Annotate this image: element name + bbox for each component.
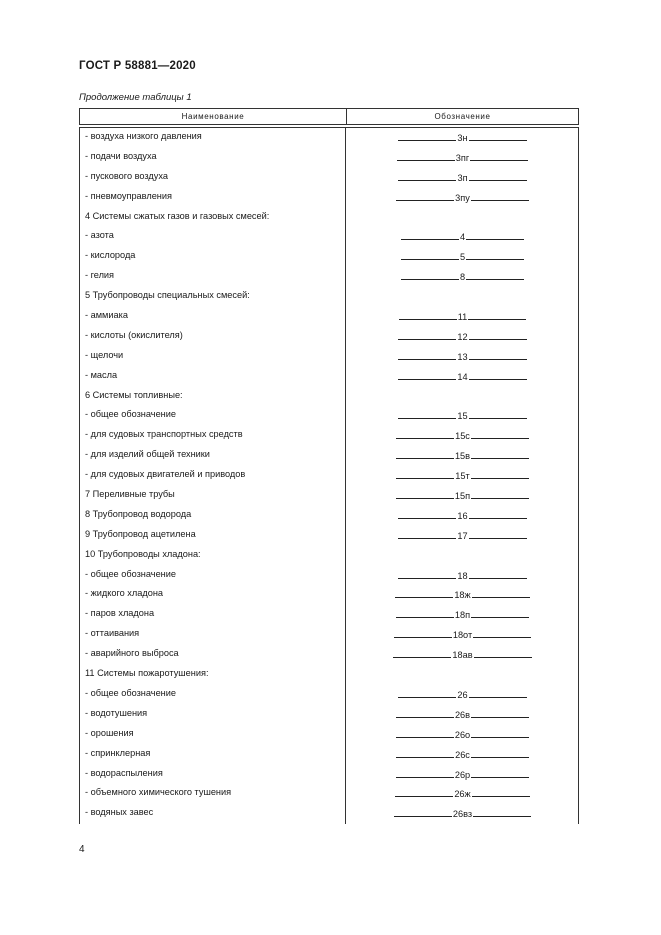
row-name: - аммиака [85,310,128,321]
row-name: - азота [85,230,114,241]
pipe-line-left [398,171,456,181]
pipe-line-left [398,688,456,698]
row-name: - общее обозначение [85,687,176,698]
table-row [79,784,579,804]
row-designation [346,569,579,581]
row-name: 10 Трубопроводы хладона: [85,548,201,559]
pipe-line-left [396,728,454,738]
row-designation [346,449,579,461]
row-name: 9 Трубопровод ацетилена [85,528,196,539]
pipe-line-left [398,370,456,380]
table-row [79,645,579,665]
row-name: - пускового воздуха [85,170,168,181]
designation-code: 26 [457,689,468,700]
designation-code: 26вз [452,809,473,820]
row-name: 4 Системы сжатых газов и газовых смесей: [85,210,270,221]
table-row [79,506,579,526]
designation-code: 26с [455,749,470,760]
pipe-line-left [401,230,459,240]
pipe-line-right [469,350,527,360]
pipe-line-left [394,628,452,638]
row-designation [346,230,579,242]
pipe-line-left [398,509,456,519]
pipe-line-right [469,171,527,181]
pipe-line-right [469,509,527,519]
table-row [79,188,579,208]
designation-code: 15п [454,491,471,502]
pipe-line-left [398,350,456,360]
designation-code: 15с [455,431,470,442]
pipe-line-right [471,708,529,718]
pipe-line-right [471,429,529,439]
pipe-line-left [395,787,453,797]
row-name: - паров хладона [85,608,155,619]
column-header-name: Наименование [181,112,245,121]
pipe-line-right [474,648,532,658]
pipe-line-left [396,708,454,718]
designation-code: 15т [455,471,470,482]
row-designation [346,588,579,600]
table-row [79,128,579,148]
designation-code: 26р [454,769,471,780]
column-header-code: Обозначение [434,112,491,121]
pipe-line-left [398,131,456,141]
row-designation [346,509,579,521]
table-row [79,446,579,466]
pipe-line-right [473,807,531,817]
table-row [79,208,579,228]
row-designation [346,270,579,282]
row-name: - жидкого хладона [85,588,164,599]
row-name: - для изделий общей техники [85,449,210,460]
pipe-line-left [398,569,456,579]
pipe-line-left [399,310,457,320]
row-name: 7 Переливные трубы [85,489,175,500]
table-row [79,227,579,247]
pipe-line-left [401,270,459,280]
designation-code: 18от [452,630,473,641]
pipe-line-left [396,429,454,439]
row-designation [346,688,579,700]
pipe-line-right [471,191,529,201]
table-row [79,327,579,347]
row-name: - для судовых двигателей и приводов [85,469,246,480]
table-caption: Продолжение таблицы 1 [79,92,192,103]
pipe-line-left [398,330,456,340]
designation-code: 17 [457,530,468,541]
pipe-line-right [471,608,529,618]
row-name: 8 Трубопровод водорода [85,508,192,519]
designation-code: 13 [457,351,468,362]
designation-code: 12 [457,331,468,342]
table-row [79,387,579,407]
pipe-line-left [396,608,454,618]
row-name: - для судовых транспортных средств [85,429,243,440]
pipe-line-left [396,449,454,459]
table-row [79,705,579,725]
designation-code: 18ж [454,590,471,601]
table-row [79,287,579,307]
designation-code: 14 [457,371,468,382]
table-row [79,247,579,267]
designation-code: 3пу [455,192,470,203]
pipe-line-right [471,469,529,479]
table-row [79,804,579,824]
pipe-line-left [396,191,454,201]
row-name: - воздуха низкого давления [85,131,202,141]
row-designation [346,529,579,541]
row-name: - аварийного выброса [85,648,179,659]
row-designation [346,409,579,421]
row-name: - орошения [85,727,134,738]
pipe-line-left [394,807,452,817]
designation-table [79,108,579,824]
table-row [79,566,579,586]
page-number: 4 [79,844,85,855]
table-row [79,347,579,367]
pipe-line-right [469,370,527,380]
row-designation [346,151,579,163]
row-name: - подачи воздуха [85,150,157,161]
table-header [79,108,579,125]
designation-code: 3н [457,133,468,143]
row-name: - оттаивания [85,628,140,639]
pipe-line-right [470,151,528,161]
pipe-line-right [466,250,524,260]
row-name: - водораспыления [85,767,163,778]
table-row [79,585,579,605]
pipe-line-left [398,409,456,419]
row-name: - водотушения [85,707,148,718]
table-row [79,605,579,625]
pipe-line-left [396,768,454,778]
row-designation [346,728,579,740]
designation-code: 18ав [452,650,473,661]
pipe-line-right [471,728,529,738]
row-designation [346,191,579,203]
pipe-line-left [398,529,456,539]
table-row [79,765,579,785]
designation-code: 3п [457,172,468,183]
table-row [79,486,579,506]
designation-code: 3пг [455,152,470,163]
row-designation [346,429,579,441]
pipe-line-right [469,529,527,539]
table-row [79,466,579,486]
pipe-line-right [472,588,530,598]
row-designation [346,250,579,262]
row-designation [346,748,579,760]
pipe-line-right [469,688,527,698]
row-name: - спринклерная [85,747,151,758]
table-row [79,526,579,546]
pipe-line-right [471,748,529,758]
row-designation [346,708,579,720]
pipe-line-right [468,310,526,320]
row-name: 6 Системы топливные: [85,389,183,400]
designation-code: 16 [457,510,468,521]
row-designation [346,370,579,382]
row-name: - кислоты (окислителя) [85,329,183,340]
pipe-line-right [469,409,527,419]
row-designation [346,768,579,780]
row-designation [346,330,579,342]
designation-code: 15в [454,451,471,462]
table-row [79,168,579,188]
pipe-line-left [396,748,454,758]
pipe-line-left [397,151,455,161]
row-designation [346,310,579,322]
designation-code: 18 [457,570,468,581]
row-designation [346,807,579,819]
table-row [79,725,579,745]
designation-code: 15 [457,411,468,422]
row-name: - щелочи [85,349,124,360]
table-row [79,267,579,287]
pipe-line-right [471,489,529,499]
pipe-line-right [469,569,527,579]
row-name: - общее обозначение [85,409,176,420]
row-designation [346,171,579,183]
row-name: 11 Системы пожаротушения: [85,668,209,679]
table-row [79,367,579,387]
table-row [79,406,579,426]
table-row [79,665,579,685]
row-designation [346,350,579,362]
row-name: - гелия [85,270,115,281]
designation-code: 26о [454,729,471,740]
row-designation [346,469,579,481]
table-row [79,307,579,327]
row-designation [346,489,579,501]
table-row [79,148,579,168]
table-row [79,426,579,446]
pipe-line-left [396,469,454,479]
pipe-line-right [466,230,524,240]
designation-code: 5 [459,252,466,263]
row-name: - пневмоуправления [85,190,172,201]
pipe-line-left [395,588,453,598]
row-designation [346,628,579,640]
row-designation [346,648,579,660]
pipe-line-right [469,330,527,340]
row-designation [346,608,579,620]
table-row [79,745,579,765]
pipe-line-right [471,768,529,778]
table-row [79,546,579,566]
table-row [79,685,579,705]
table-row [79,625,579,645]
pipe-line-right [471,449,529,459]
row-name: - водяных завес [85,807,154,818]
row-designation [346,787,579,799]
pipe-line-right [472,787,530,797]
designation-code: 26в [454,709,471,720]
pipe-line-left [393,648,451,658]
designation-code: 26ж [454,789,471,800]
pipe-line-right [469,131,527,141]
designation-code: 11 [457,312,468,323]
row-name: 5 Трубопроводы специальных смесей: [85,290,250,301]
designation-code: 18п [454,610,471,621]
pipe-line-left [396,489,454,499]
designation-code: 8 [459,272,466,283]
designation-code: 4 [459,232,466,243]
table-rows [79,128,579,824]
row-name: - объемного химического тушения [85,787,232,798]
pipe-line-right [473,628,531,638]
row-name: - масла [85,369,118,380]
row-name: - кислорода [85,250,136,261]
pipe-line-left [401,250,459,260]
document-code: ГОСТ Р 58881—2020 [79,60,196,72]
row-designation [346,131,579,143]
row-name: - общее обозначение [85,568,176,579]
pipe-line-right [466,270,524,280]
